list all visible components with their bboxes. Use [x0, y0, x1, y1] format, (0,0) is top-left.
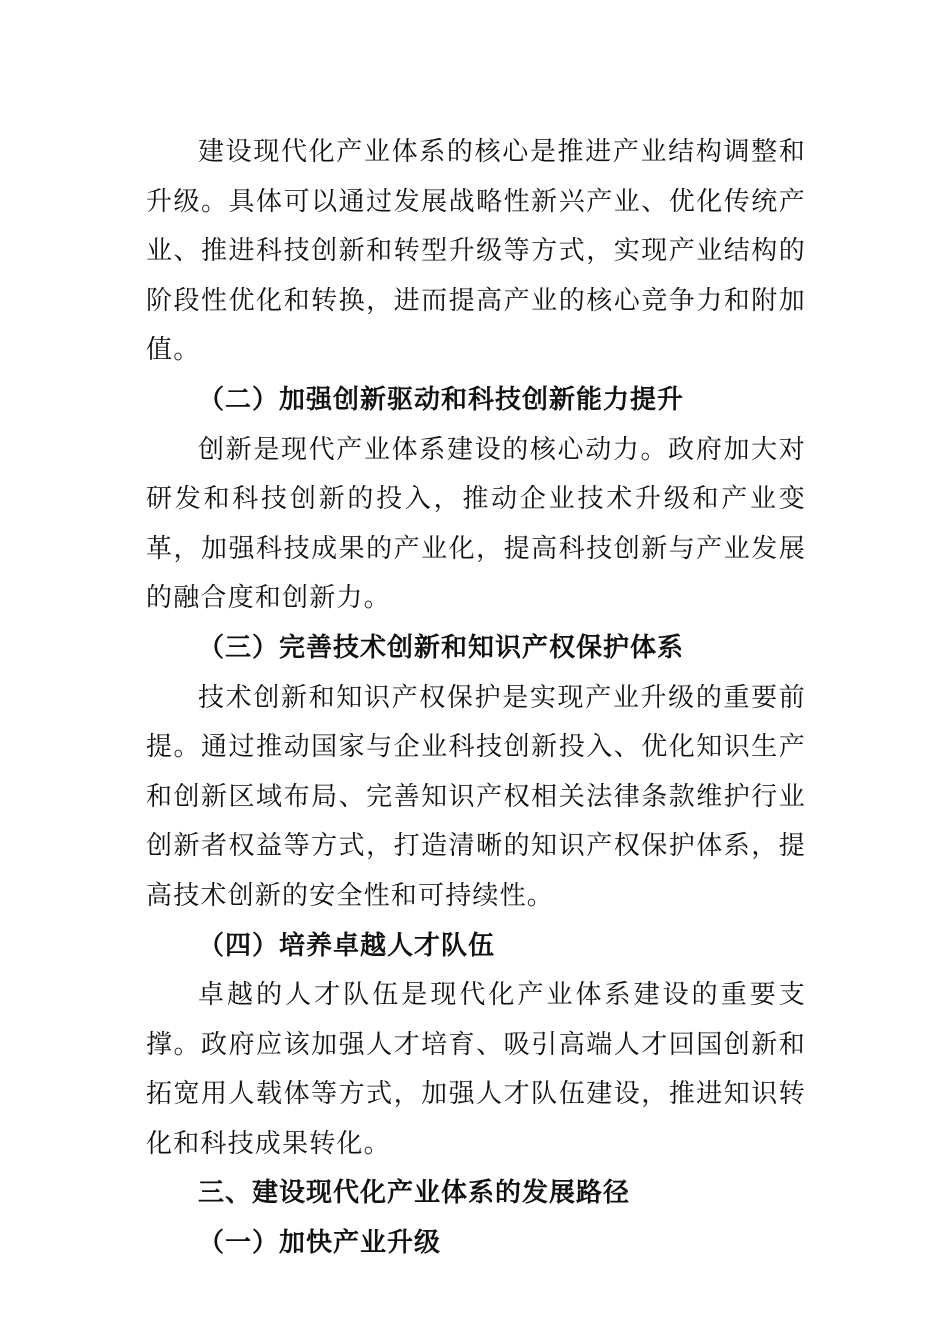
paragraph-ip-protection: 技术创新和知识产权保护是实现产业升级的重要前提。通过推动国家与企业科技创新投入、优化知识生产和创新区域布局、完善知识产权相关法律条款维护行业创新者权益等方式，打造清晰的知识产权保护体系，提高技术创新的安全性和可持续性。 — [146, 682, 806, 911]
section-heading-talent: （四）培养卓越人才队伍 — [198, 930, 496, 961]
paragraph-innovation: 创新是现代产业体系建设的核心动力。政府加大对研发和科技创新的投入，推动企业技术升级和产业变革，加强科技成果的产业化，提高科技创新与产业发展的融合度和创新力。 — [146, 434, 806, 614]
section-heading-industrial-upgrade: （一）加快产业升级 — [198, 1228, 442, 1259]
chapter-heading-development-path: 三、建设现代化产业体系的发展路径 — [198, 1178, 631, 1209]
paragraph-industrial-structure: 建设现代化产业体系的核心是推进产业结构调整和升级。具体可以通过发展战略性新兴产业、优化传统产业、推进科技创新和转型升级等方式，实现产业结构的阶段性优化和转换，进而提高产业的核心竞争力和附加值。 — [146, 137, 806, 366]
section-heading-innovation-driven: （二）加强创新驱动和科技创新能力提升 — [198, 384, 685, 415]
section-heading-ip-protection: （三）完善技术创新和知识产权保护体系 — [198, 632, 685, 663]
paragraph-talent: 卓越的人才队伍是现代化产业体系建设的重要支撑。政府应该加强人才培育、吸引高端人才回国创新和拓宽用人载体等方式，加强人才队伍建设，推进知识转化和科技成果转化。 — [146, 980, 806, 1159]
document-body — [146, 128, 806, 1269]
